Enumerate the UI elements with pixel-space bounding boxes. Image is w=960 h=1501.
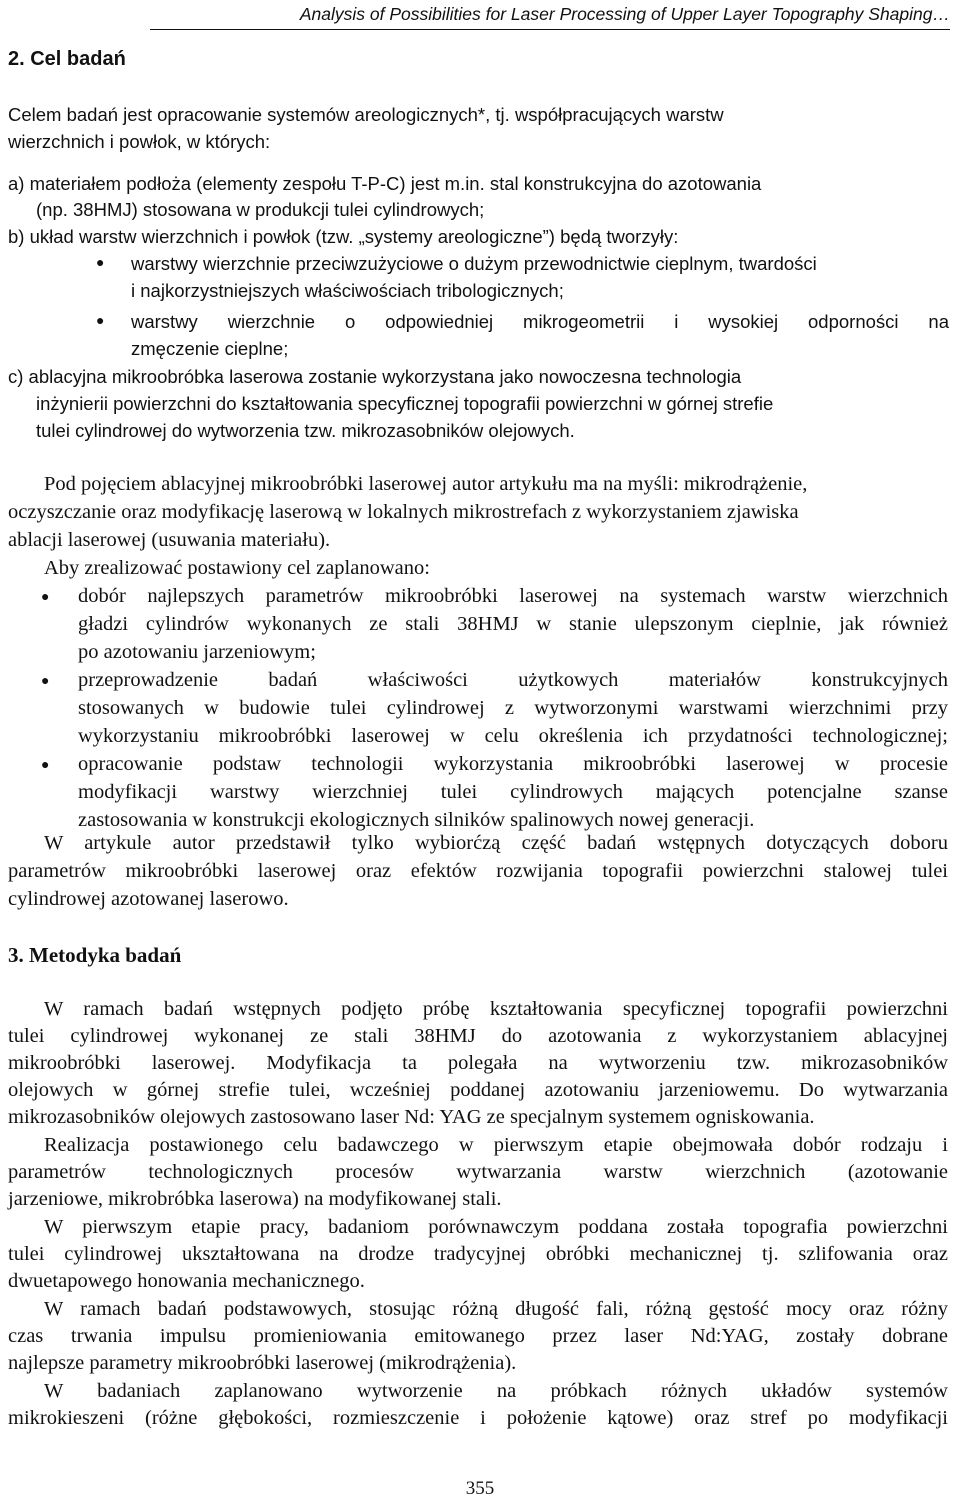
- plan-bullet-2-line-3: wykorzystaniu mikroobróbki laserowej w celu określenia ich przydatności technologicznej;: [78, 725, 948, 747]
- item-a-line-1: a) materiałem podłoża (elementy zespołu T-P-C) jest m.in. stal konstrukcyjna do azotowania: [8, 173, 762, 194]
- methods-p2-line-3: jarzeniowe, mikrobróbka laserowa) na modyfikowanej stali.: [8, 1188, 502, 1210]
- plan-bullet-2-line-2: stosowanych w budowie tulei cylindrowej z wytworzonymi warstwami wierzchnimi przy: [78, 697, 948, 719]
- section-heading: 3. Metodyka badań: [8, 943, 182, 967]
- item-b-bullet-2-line-2: zmęczenie cieplne;: [131, 338, 289, 359]
- item-b-bullet-1-line-2: i najkorzystniejszych właściwościach tribologicznych;: [131, 280, 564, 301]
- methods-p1-line-5: mikrozasobników olejowych zastosowano laser Nd: YAG ze specjalnym systemem ogniskowania.: [8, 1106, 815, 1128]
- item-c-line-1: c) ablacyjna mikroobróbka laserowa zostanie wykorzystana jako nowoczesna technologia: [8, 366, 742, 387]
- methods-p2-line-2: parametrów technologicznych procesów wytwarzania warstw wierzchnich (azotowanie: [8, 1161, 948, 1183]
- definition-line-2: oczyszczanie oraz modyfikację laserową w lokalnych mikrostrefach z wykorzystaniem zjawiska: [8, 501, 799, 523]
- item-c-line-3: tulei cylindrowej do wytworzenia tzw. mikrozasobników olejowych.: [36, 420, 575, 441]
- plan-bullet-3-line-2: modyfikacji warstwy wierzchniej tulei cylindrowych mających potencjalne szanse: [78, 781, 948, 803]
- methods-p1-line-4: olejowych w górnej strefie tulei, wcześniej poddanej azotowaniu jarzeniowemu. Do wytwarzania: [8, 1079, 948, 1101]
- methods-p1-line-2: tulei cylindrowej wykonanej ze stali 38HMJ do azotowania z wykorzystaniem ablacyjnej: [8, 1025, 948, 1047]
- methods-p4-line-1: W ramach badań podstawowych, stosując różną długość fali, różną gęstość mocy oraz różny: [44, 1298, 948, 1320]
- intro-line-2: wierzchnich i powłok, w których:: [8, 131, 271, 152]
- page-number: 355: [465, 1478, 495, 1499]
- plan-bullet-1-line-1: dobór najlepszych parametrów mikroobróbki laserowej na systemach warstw wierzchnich: [78, 585, 948, 607]
- plan-bullet-2-line-1: przeprowadzenie badań właściwości użytkowych materiałów konstrukcyjnych: [78, 669, 948, 691]
- methods-p5-line-2: mikrokieszeni (różne głębokości, rozmieszczenie i położenie kątowe) oraz stref po modyfikacji: [8, 1407, 948, 1429]
- plan-bullet-1-line-2: gładzi cylindrów wykonanych ze stali 38HMJ w stanie ulepszonym cieplnie, jak również: [78, 613, 948, 635]
- article-line-2: parametrów mikroobróbki laserowej oraz efektów rozwijania topografii powierzchni stalowej tulei: [8, 860, 948, 882]
- item-b-bullet-2-line-1: warstwy wierzchnie o odpowiedniej mikrogeometrii i wysokiej odporności na: [131, 311, 949, 332]
- running-header: Analysis of Possibilities for Laser Processing of Upper Layer Topography Shaping…: [150, 4, 950, 30]
- methods-p4-line-3: najlepsze parametry mikroobróbki laserowej (mikrodrążenia).: [8, 1352, 517, 1374]
- intro-line-1: Celem badań jest opracowanie systemów areologicznych*, tj. współpracujących warstw: [8, 104, 724, 125]
- definition-line-1: Pod pojęciem ablacyjnej mikroobróbki laserowej autor artykułu ma na myśli: mikrodrążenie,: [44, 473, 808, 495]
- plan-bullet-3-line-3: zastosowania w konstrukcji ekologicznych silników spalinowych nowej generacji.: [78, 809, 755, 831]
- item-b-bullet-1-line-1: warstwy wierzchnie przeciwzużyciowe o dużym przewodnictwie cieplnym, twardości: [131, 253, 817, 274]
- methods-p2-line-1: Realizacja postawionego celu badawczego w pierwszym etapie obejmowała dobór rodzaju i: [44, 1134, 948, 1156]
- methods-p3-line-2: tulei cylindrowej ukształtowana na drodze tradycyjnej obróbki mechanicznej tj. szlifowania oraz: [8, 1243, 948, 1265]
- section-heading: 2. Cel badań: [8, 48, 126, 70]
- methods-p3-line-1: W pierwszym etapie pracy, badaniom porównawczym poddana została topografia powierzchni: [44, 1216, 948, 1238]
- methods-p5-line-1: W badaniach zaplanowano wytworzenie na próbkach różnych układów systemów: [44, 1380, 948, 1402]
- methods-p3-line-3: dwuetapowego honowania mechanicznego.: [8, 1270, 365, 1292]
- definition-line-3: ablacji laserowej (usuwania materiału).: [8, 529, 331, 551]
- article-line-1: W artykule autor przedstawił tylko wybiorćzą część badań wstępnych dotyczących doboru: [44, 832, 948, 854]
- bullet-icon: ●: [96, 314, 105, 329]
- methods-p4-line-2: czas trwania impulsu promieniowania emitowanego przez laser Nd:YAG, zostały dobrane: [8, 1325, 948, 1347]
- item-c-line-2: inżynierii powierzchni do kształtowania specyficznej topografii powierzchni w górnej strefie: [36, 393, 774, 414]
- bullet-icon: ●: [41, 758, 50, 773]
- plan-bullet-3-line-1: opracowanie podstaw technologii wykorzystania mikroobróbki laserowej w procesie: [78, 753, 948, 775]
- item-b-line: b) układ warstw wierzchnich i powłok (tzw. „systemy areologiczne”) będą tworzyły:: [8, 226, 679, 247]
- bullet-icon: ●: [41, 674, 50, 689]
- plan-intro: Aby zrealizować postawiony cel zaplanowano:: [44, 557, 430, 579]
- item-a-line-2: (np. 38HMJ) stosowana w produkcji tulei cylindrowych;: [36, 199, 485, 220]
- methods-p1-line-3: mikroobróbki laserowej. Modyfikacja ta polegała na wytworzeniu tzw. mikrozasobników: [8, 1052, 948, 1074]
- article-line-3: cylindrowej azotowanej laserowo.: [8, 888, 289, 910]
- methods-p1-line-1: W ramach badań wstępnych podjęto próbę kształtowania specyficznej topografii powierzchni: [44, 998, 948, 1020]
- bullet-icon: ●: [41, 590, 50, 605]
- plan-bullet-1-line-3: po azotowaniu jarzeniowym;: [78, 641, 316, 663]
- bullet-icon: ●: [96, 256, 105, 271]
